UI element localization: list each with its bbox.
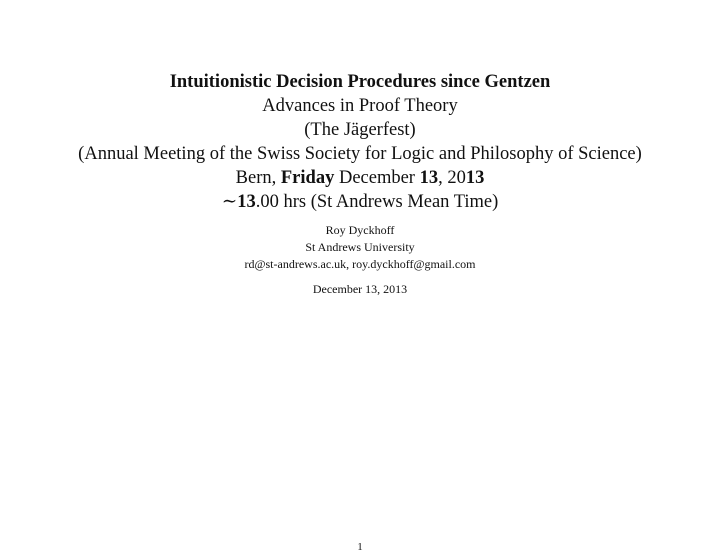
event-time-line bbox=[0, 190, 720, 214]
event-day: 13 bbox=[419, 168, 439, 188]
author-email: rd@st-andrews.ac.uk, roy.dyckhoff@gmail.com bbox=[244, 257, 476, 271]
event-year-end: 13 bbox=[465, 168, 485, 188]
meeting-name: (Annual Meeting of the Swiss Society for Logic and Philosophy of Science) bbox=[78, 144, 642, 164]
event-month: December bbox=[334, 168, 420, 188]
page-number: 1 bbox=[357, 541, 363, 553]
event-hour: 13 bbox=[237, 192, 256, 212]
event-subtitle: (The Jägerfest) bbox=[304, 120, 416, 140]
event-year-start: , 20 bbox=[438, 168, 466, 188]
approx-symbol: ∼ bbox=[221, 192, 238, 212]
author-name: Roy Dyckhoff bbox=[325, 223, 395, 237]
document-date: December 13, 2013 bbox=[312, 282, 408, 296]
event-date-line bbox=[0, 166, 720, 190]
event-name: Advances in Proof Theory bbox=[262, 96, 458, 116]
event-time-rest: .00 hrs (St Andrews Mean Time) bbox=[255, 192, 499, 212]
author-affiliation: St Andrews University bbox=[305, 240, 415, 254]
event-location: Bern, bbox=[235, 168, 281, 188]
paper-title: Intuitionistic Decision Procedures since Gentzen bbox=[169, 72, 551, 92]
author-block bbox=[0, 222, 720, 273]
event-weekday: Friday bbox=[280, 168, 335, 188]
title-block bbox=[0, 70, 720, 214]
